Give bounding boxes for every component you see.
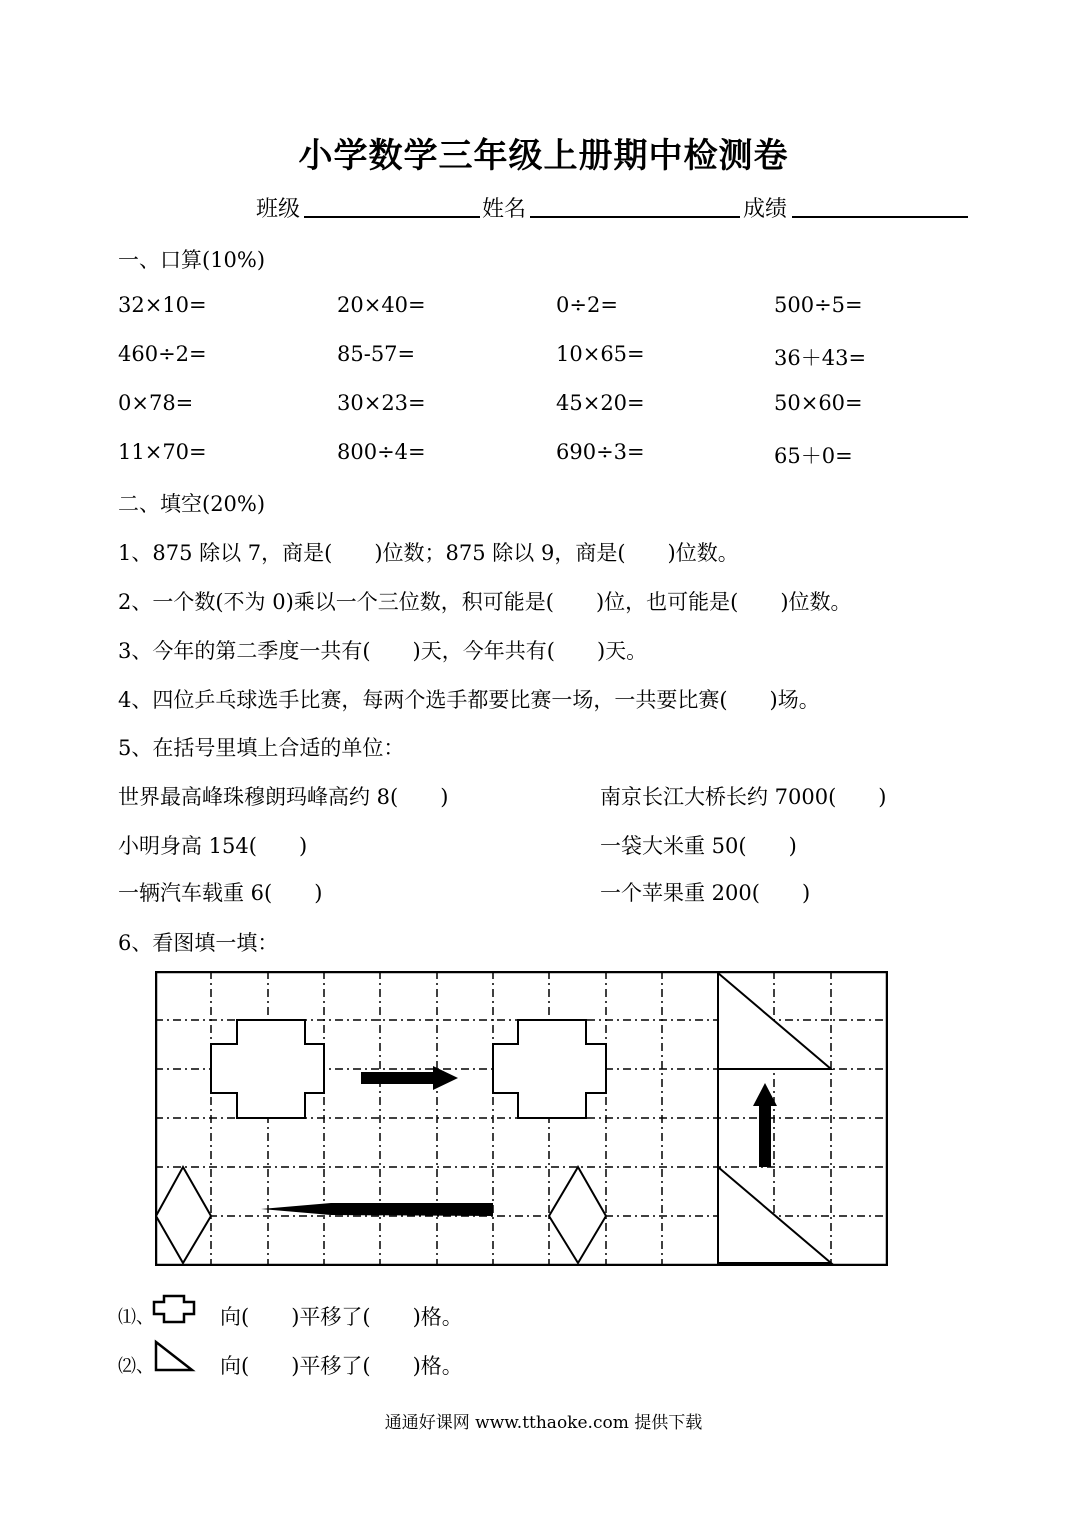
calc-item: 10×65= <box>556 342 645 366</box>
question-2: 2、一个数(不为 0)乘以一个三位数，积可能是( )位，也可能是( )位数。 <box>118 590 852 614</box>
calc-item: 460÷2= <box>118 342 207 366</box>
question-3: 3、今年的第二季度一共有( )天，今年共有( )天。 <box>118 639 648 663</box>
calc-item: 32×10= <box>118 293 207 317</box>
unit-item: 一辆汽车载重 6( ) <box>118 881 323 905</box>
question-1: 1、875 除以 7，商是( )位数；875 除以 9，商是( )位数。 <box>118 541 739 565</box>
score-label: 成绩 <box>743 197 788 222</box>
unit-item: 一袋大米重 50( ) <box>600 834 797 858</box>
calc-item: 85-57= <box>337 342 416 366</box>
calc-item: 0÷2= <box>556 293 618 317</box>
class-label: 班级 <box>256 197 301 222</box>
section2-heading: 二、填空(20%) <box>118 492 266 516</box>
page-title: 小学数学三年级上册期中检测卷 <box>298 136 789 176</box>
calc-item: 20×40= <box>337 293 426 317</box>
calc-item: 45×20= <box>556 391 645 415</box>
unit-item: 世界最高峰珠穆朗玛峰高约 8( ) <box>118 785 449 809</box>
calc-item: 36＋43= <box>774 346 867 370</box>
calc-item: 30×23= <box>337 391 426 415</box>
calc-item: 65＋0= <box>774 444 853 468</box>
sub-question-2: 向( )平移了( )格。 <box>220 1354 463 1378</box>
calc-item: 11×70= <box>118 440 207 464</box>
triangle-icon <box>152 1338 196 1372</box>
question-6: 6、看图填一填： <box>118 931 279 955</box>
footer-text: 通通好课网 www.tthaoke.com 提供下载 <box>384 1413 703 1433</box>
name-blank[interactable] <box>530 216 740 218</box>
diamond-shape-moved <box>549 1167 606 1263</box>
calc-item: 0×78= <box>118 391 194 415</box>
calc-item: 800÷4= <box>337 440 426 464</box>
cross-icon <box>152 1294 196 1324</box>
calc-item: 690÷3= <box>556 440 645 464</box>
class-blank[interactable] <box>304 216 480 218</box>
unit-item: 小明身高 154( ) <box>118 834 308 858</box>
question-5: 5、在括号里填上合适的单位： <box>118 736 405 760</box>
sub-question-1: 向( )平移了( )格。 <box>220 1305 463 1329</box>
calc-item: 50×60= <box>774 391 863 415</box>
cross-shape-original <box>211 1020 324 1118</box>
unit-item: 一个苹果重 200( ) <box>600 881 811 905</box>
arrow-left-icon <box>261 1203 493 1216</box>
sub-question-2-prefix: ⑵、 <box>118 1356 154 1377</box>
section1-heading: 一、口算(10%) <box>118 248 266 272</box>
diamond-shape-original <box>156 1167 211 1263</box>
cross-shape-moved <box>493 1020 606 1118</box>
name-label: 姓名 <box>482 197 527 222</box>
sub-question-1-prefix: ⑴、 <box>118 1307 154 1328</box>
calc-item: 500÷5= <box>774 293 863 317</box>
unit-item: 南京长江大桥长约 7000( ) <box>600 785 887 809</box>
triangle-shape-moved <box>718 973 831 1069</box>
translation-grid <box>155 971 888 1266</box>
question-4: 4、四位乒乓球选手比赛，每两个选手都要比赛一场，一共要比赛( )场。 <box>118 688 820 712</box>
score-blank[interactable] <box>792 216 968 218</box>
